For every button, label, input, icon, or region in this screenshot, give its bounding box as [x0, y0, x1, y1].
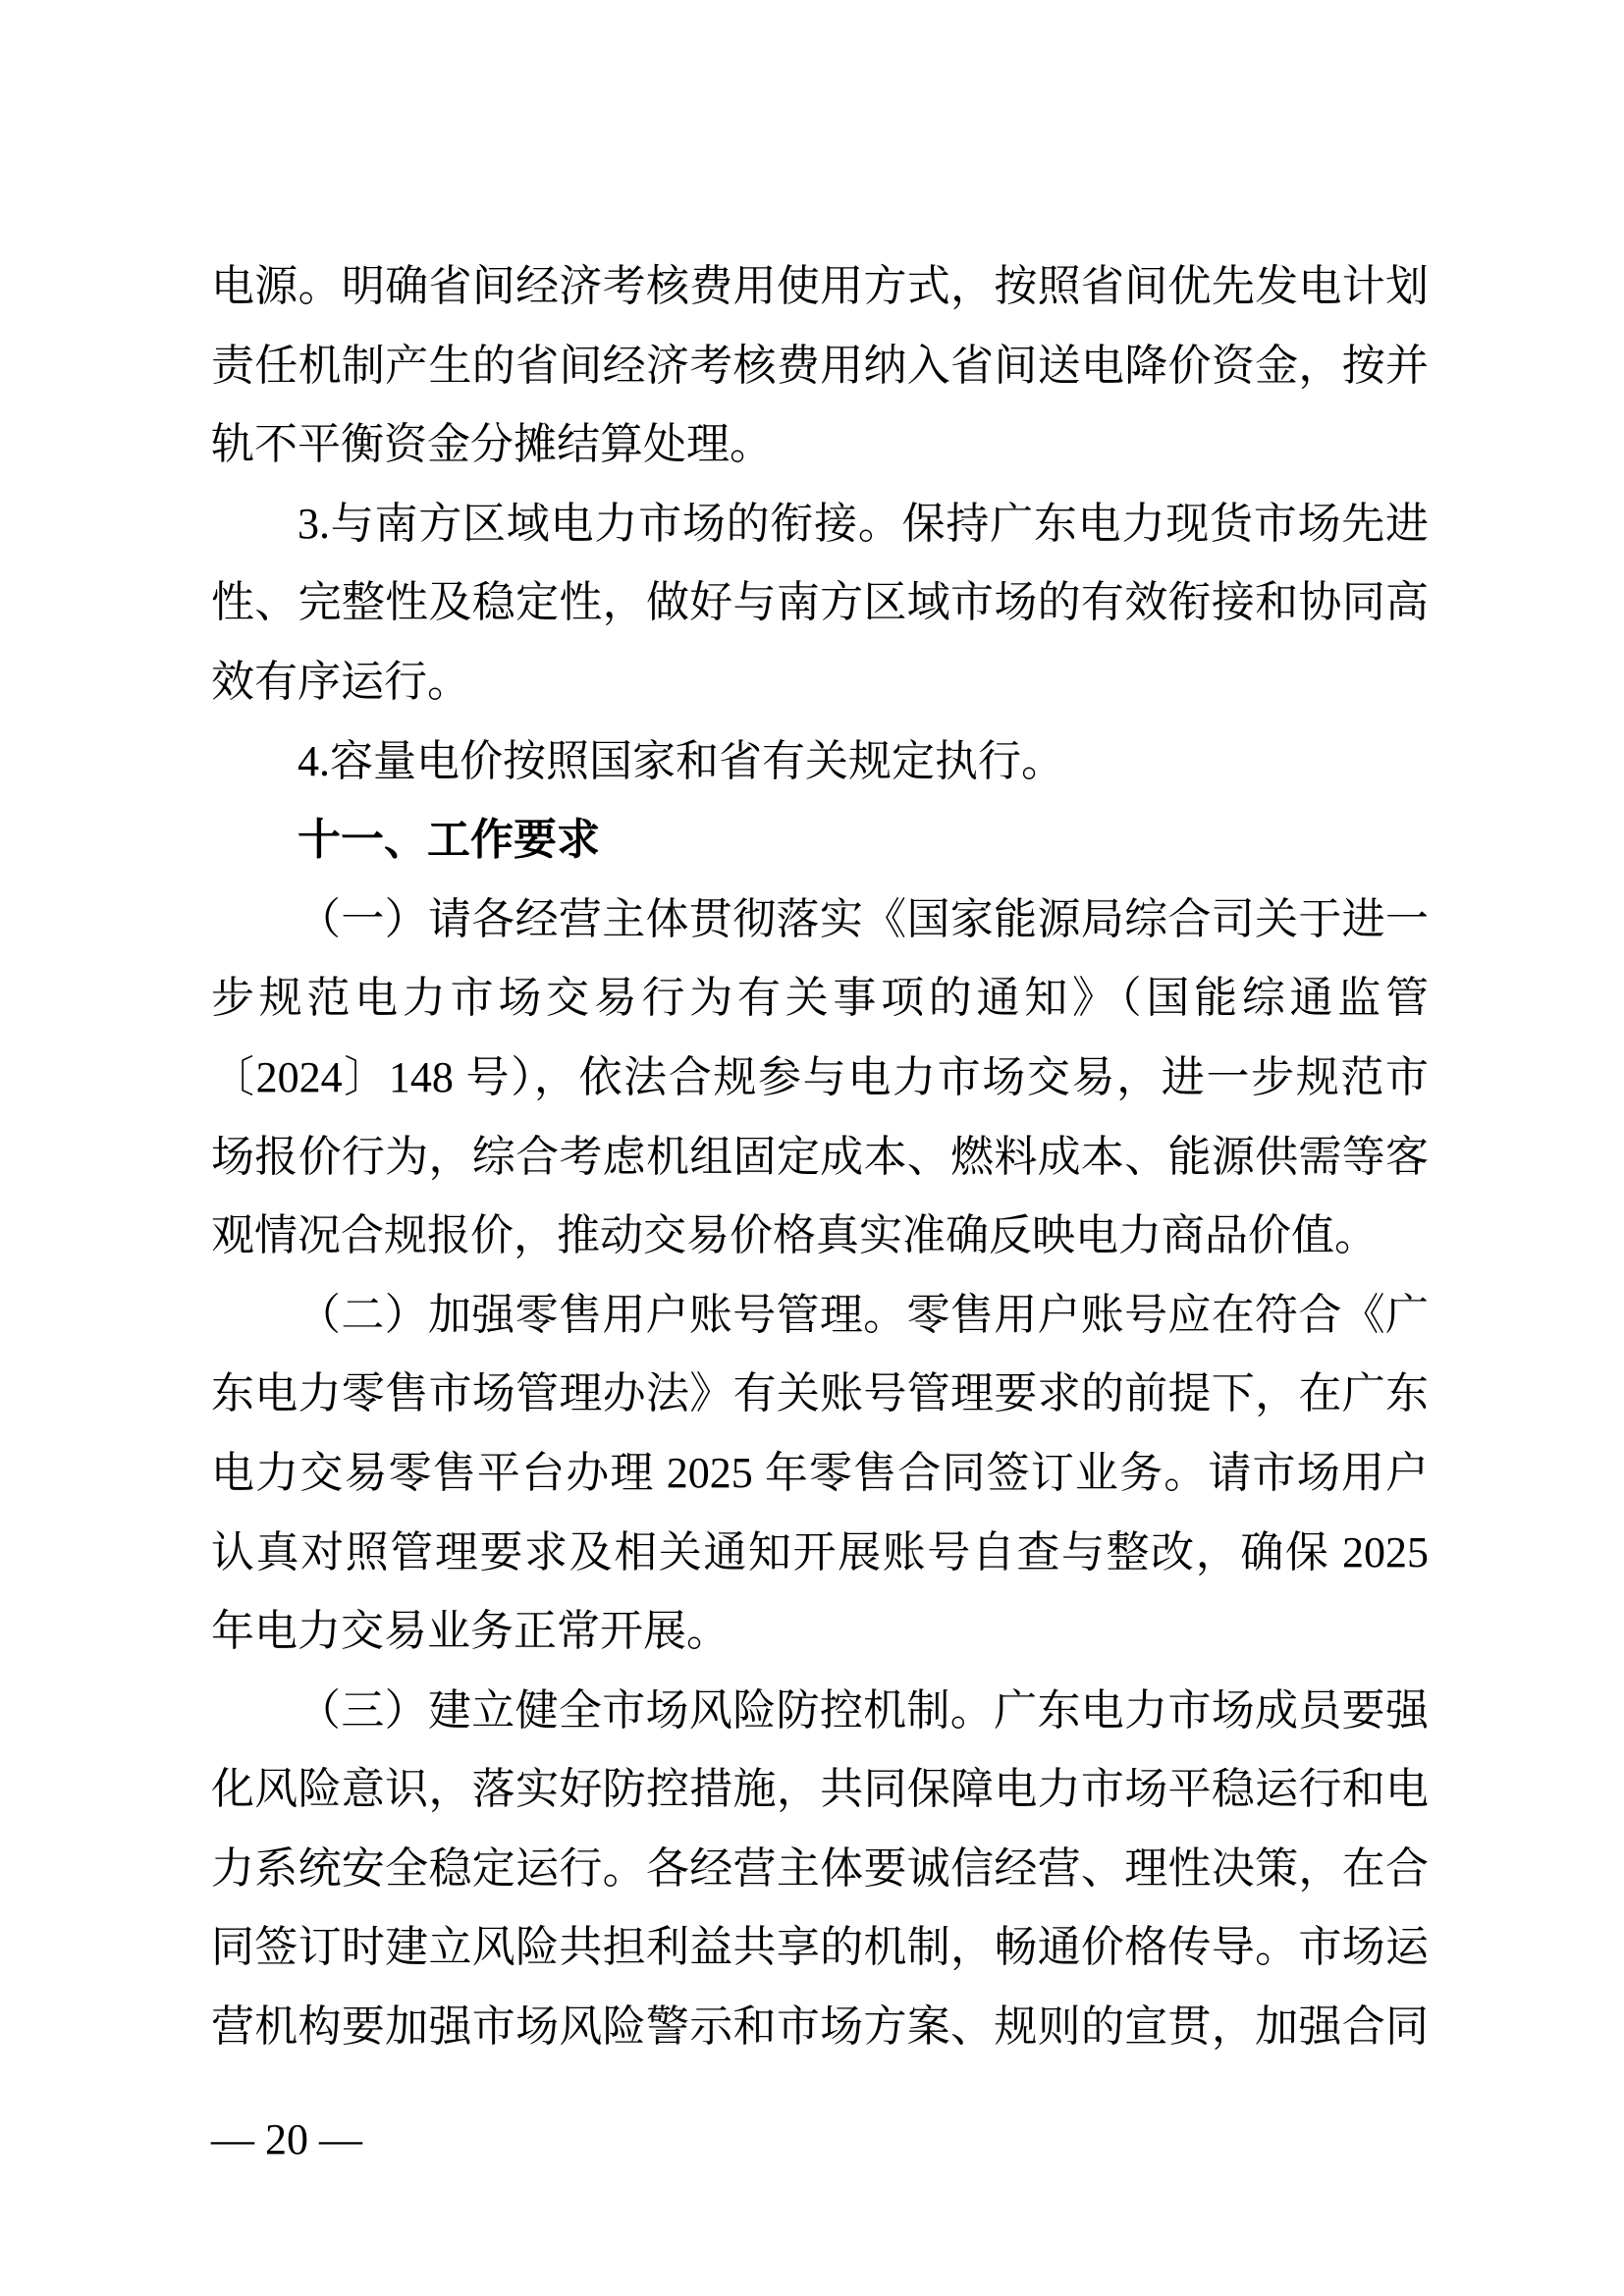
text-line: 力系统安全稳定运行。各经营主体要诚信经营、理性决策，在合	[211, 1843, 1429, 1893]
text-line: （一）请各经营主体贯彻落实《国家能源局综合司关于进一	[298, 894, 1429, 943]
text-line: 轨不平衡资金分摊结算处理。	[211, 420, 773, 469]
section-heading: 十一、工作要求	[298, 816, 600, 865]
text-line: 效有序运行。	[211, 657, 470, 706]
text-line: 年电力交易业务正常开展。	[211, 1607, 730, 1656]
text-line: 责任机制产生的省间经济考核费用纳入省间送电降价资金，按并	[211, 341, 1429, 390]
text-line: 电源。明确省间经济考核费用使用方式，按照省间优先发电计划	[211, 262, 1429, 310]
text-line: 同签订时建立风险共担利益共享的机制，畅通价格传导。市场运	[211, 1923, 1429, 1972]
text-line: 东电力零售市场管理办法》有关账号管理要求的前提下，在广东	[211, 1369, 1429, 1418]
text-line: 4.容量电价按照国家和省有关规定执行。	[298, 736, 1064, 785]
text-line: 化风险意识，落实好防控措施，共同保障电力市场平稳运行和电	[211, 1765, 1429, 1814]
text-column	[211, 247, 1429, 2067]
text-line: 〔2024〕148 号），依法合规参与电力市场交易，进一步规范市	[211, 1052, 1429, 1101]
text-line: （三）建立健全市场风险防控机制。广东电力市场成员要强	[298, 1685, 1429, 1735]
text-line: 认真对照管理要求及相关通知开展账号自查与整改，确保 2025	[211, 1527, 1429, 1576]
text-line: 观情况合规报价，推动交易价格真实准确反映电力商品价值。	[211, 1211, 1378, 1260]
page-number-footer: — 20 —	[211, 2115, 362, 2163]
text-line: 性、完整性及稳定性，做好与南方区域市场的有效衔接和协同高	[211, 578, 1429, 627]
text-line: 电力交易零售平台办理 2025 年零售合同签订业务。请市场用户	[211, 1448, 1429, 1497]
text-line: （二）加强零售用户账号管理。零售用户账号应在符合《广	[298, 1290, 1429, 1339]
text-line: 营机构要加强市场风险警示和市场方案、规则的宣贯，加强合同	[211, 2002, 1429, 2052]
text-line: 3.与南方区域电力市场的衔接。保持广东电力现货市场先进	[298, 499, 1429, 548]
text-line: 步规范电力市场交易行为有关事项的通知》（国能综通监管	[211, 974, 1429, 1023]
text-line: 场报价行为，综合考虑机组固定成本、燃料成本、能源供需等客	[211, 1132, 1429, 1181]
